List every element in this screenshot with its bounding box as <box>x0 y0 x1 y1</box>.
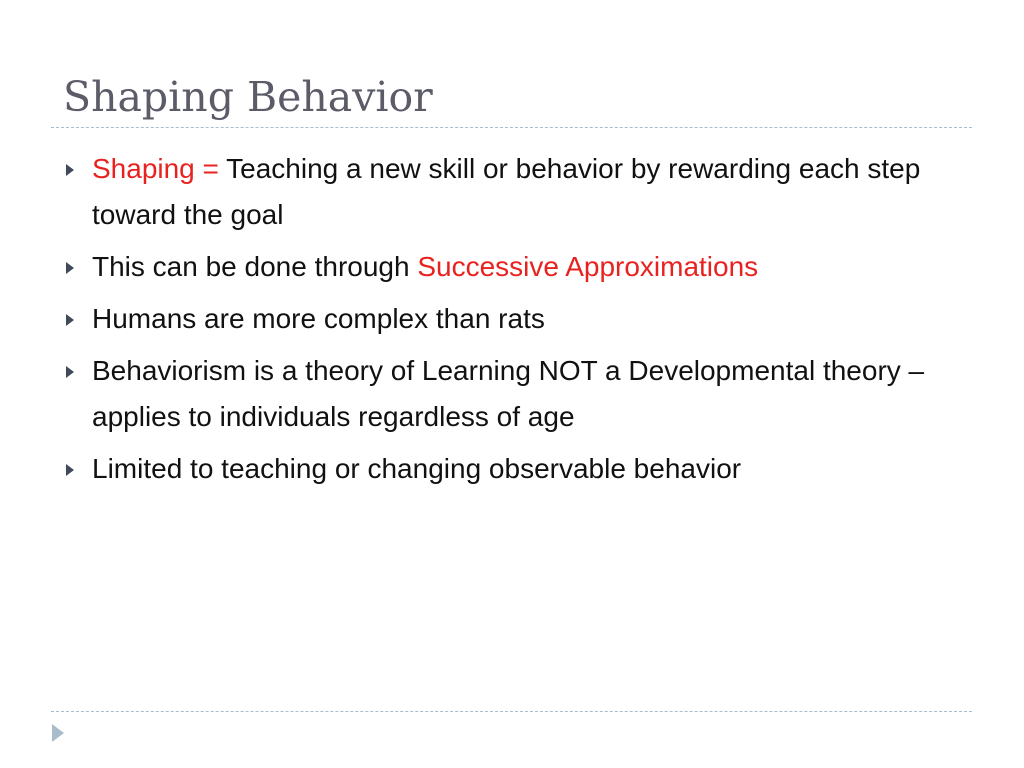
title-divider <box>51 127 972 128</box>
slide-title: Shaping Behavior <box>63 73 433 121</box>
bullet-text: Limited to teaching or changing observable behavior <box>92 453 742 484</box>
bullet-text: Teaching a new skill or behavior by rewarding each step toward the goal <box>92 153 921 230</box>
bullet-arrow-icon <box>66 314 74 326</box>
bullet-term: Shaping = <box>92 153 219 184</box>
footer-divider <box>51 711 972 712</box>
bullet-text: This can be done through <box>92 251 418 282</box>
bullet-arrow-icon <box>66 262 74 274</box>
bullet-arrow-icon <box>66 164 74 176</box>
bullet-arrow-icon <box>66 464 74 476</box>
bullet-item-humans <box>64 296 954 342</box>
bullet-list <box>64 146 954 498</box>
bullet-item-shaping <box>64 146 954 238</box>
bullet-item-behaviorism <box>64 348 954 440</box>
bullet-item-approximations <box>64 244 954 290</box>
bullet-highlight: Successive Approximations <box>417 251 759 282</box>
bullet-arrow-icon <box>66 366 74 378</box>
bullet-text: Humans are more complex than rats <box>92 303 545 334</box>
bullet-item-limited <box>64 446 954 492</box>
bullet-text: Behaviorism is a theory of Learning NOT a Developmental theory – applies to individuals regardless of age <box>92 355 925 432</box>
next-slide-arrow-icon[interactable] <box>52 724 64 742</box>
